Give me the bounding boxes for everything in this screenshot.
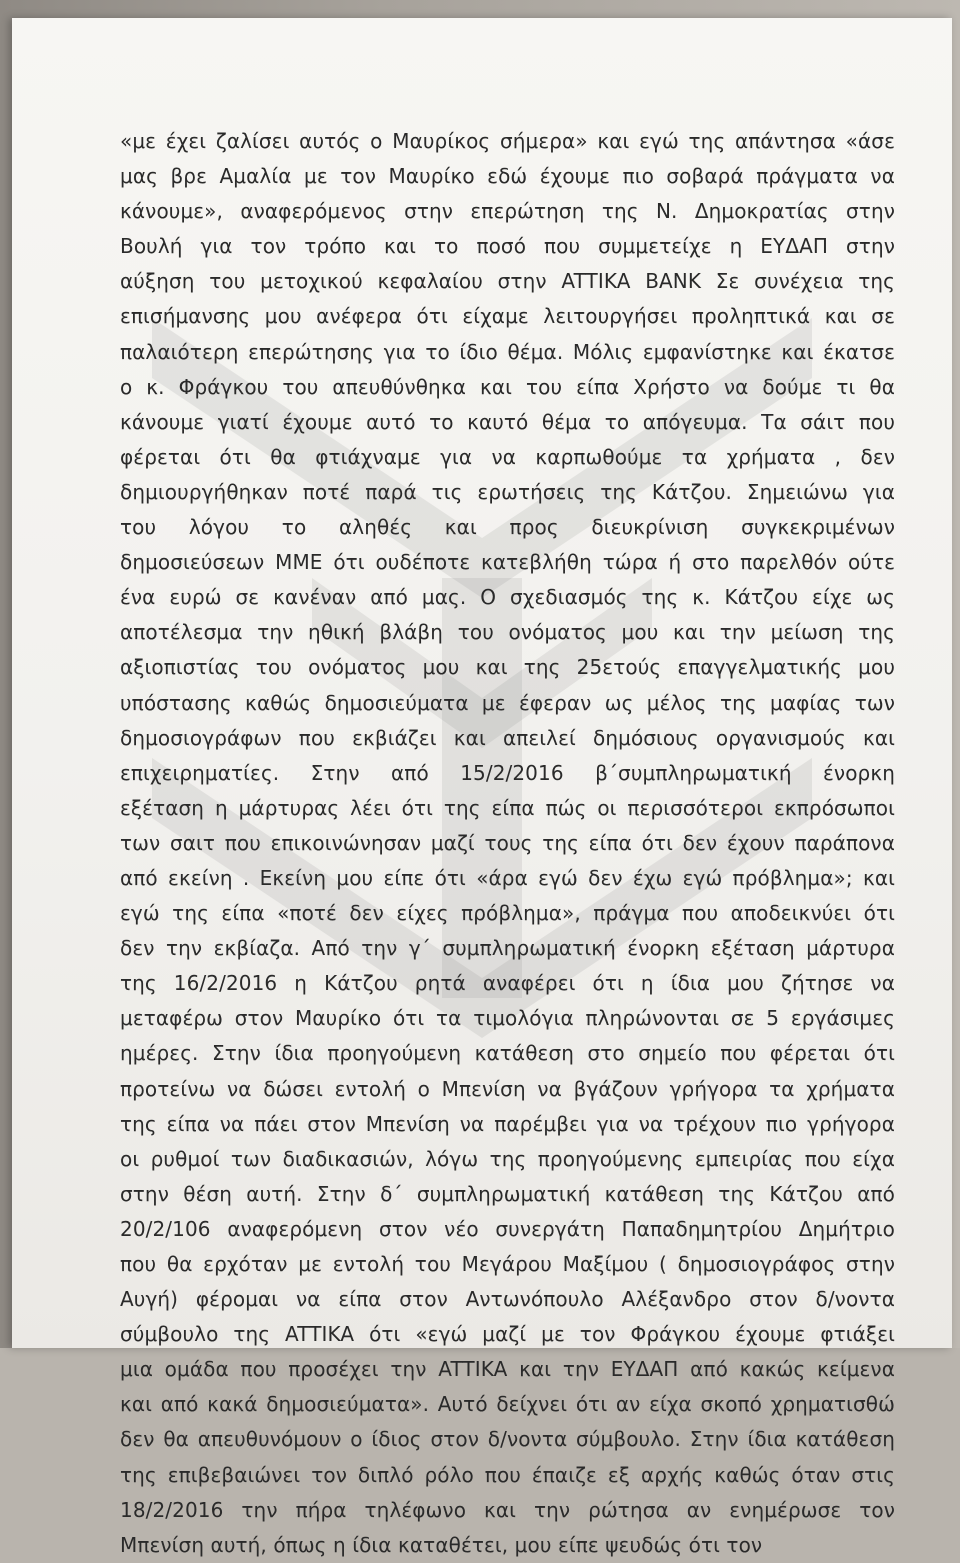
text-line: στην θέση αυτή. Στην δ΄ συμπληρωματική κατάθεση της Κάτζου από <box>120 1181 895 1206</box>
text-line: μια ομάδα που προσέχει την ATTIKA και την ΕΥΔΑΠ από κακώς κείμενα <box>120 1357 895 1382</box>
text-line: και από κακά δημοσιεύματα». Αυτό δείχνει ότι αν είχα σκοπό χρηματισθώ <box>120 1392 895 1417</box>
text-line: της επιβεβαιώνει τον διπλό ρόλο που έπαιζε εξ αρχής καθώς όταν στις <box>120 1462 895 1487</box>
text-line: ο κ. Φράγκου του απευθύνθηκα και του είπα Χρήστο να δούμε τι θα <box>120 374 895 399</box>
text-line: υπόστασης καθώς δημοσιεύματα με έφεραν ως μέλος της μαφίας των <box>120 690 895 715</box>
text-line: εγώ της είπα «ποτέ δεν είχες πρόβλημα», πράγμα που αποδεικνύει ότι <box>120 901 895 926</box>
text-line: 18/2/2016 την πήρα τηλέφωνο και την ρώτησα αν ενημέρωσε τον <box>120 1497 895 1522</box>
text-line: της είπα να πάει στον Μπενίση να παρέμβει για να τρέχουν πιο γρήγορα <box>120 1111 895 1136</box>
text-line: Βουλή για τον τρόπο και το ποσό που συμμετείχε η ΕΥΔΑΠ στην <box>120 234 895 259</box>
text-line: δεν την εκβίαζα. Από την γ΄ συμπληρωματική ένορκη εξέταση μάρτυρα <box>120 936 895 961</box>
paper-page <box>12 18 952 1557</box>
text-line: δημοσιογράφων που εκβιάζει και απειλεί δημόσιους οργανισμούς και <box>120 725 895 750</box>
text-line: της 16/2/2016 η Κάτζου ρητά αναφέρει ότι η ίδια μου ζήτησε να <box>120 971 895 996</box>
text-line: οι ρυθμοί των διαδικασιών, λόγω της προηγούμενης εμπειρίας που είχα <box>120 1146 895 1171</box>
text-line: ημέρες. Στην ίδια προηγούμενη κατάθεση στο σημείο που φέρεται ότι <box>120 1041 895 1066</box>
text-line: «με έχει ζαλίσει αυτός ο Μαυρίκος σήμερα» και εγώ της απάντησα «άσε <box>120 129 895 153</box>
text-line: δημοσιεύσεων ΜΜΕ ότι ουδέποτε κατεβλήθη τώρα ή στο παρελθόν ούτε <box>120 550 895 575</box>
document-body-text <box>120 124 895 1563</box>
text-line: αξιοπιστίας του ονόματος μου και της 25ετούς επαγγελματικής μου <box>120 655 895 680</box>
text-line: εξέταση η μάρτυρας λέει ότι της είπα πώς οι περισσότεροι εκπρόσωποι <box>120 795 895 820</box>
text-line: Αυγή) φέρομαι να είπα στον Αντωνόπουλο Αλέξανδρο στον δ/νοντα <box>120 1287 895 1312</box>
text-line: μεταφέρω στον Μαυρίκο ότι τα τιμολόγια πληρώνονται σε 5 εργάσιμες <box>120 1006 895 1031</box>
text-line: προτείνω να δώσει εντολή ο Μπενίση να βγάζουν γρήγορα τα χρήματα <box>120 1076 895 1101</box>
text-line: δεν θα απευθυνόμουν ο ίδιος στον δ/νοντα σύμβουλο. Στην ίδια κατάθεση <box>120 1427 895 1452</box>
text-line: αύξηση του μετοχικού κεφαλαίου στην ATTIKA BANK Σε συνέχεια της <box>120 269 895 294</box>
text-line: των σαιτ που επικοινώνησαν μαζί τους της είπα ότι δεν έχουν παράπονα <box>120 830 895 855</box>
text-line: επισήμανσης μου ανέφερα ότι είχαμε λειτουργήσει προληπτικά και σε <box>120 304 895 329</box>
text-line: Μπενίση αυτή, όπως η ίδια καταθέτει, μου είπε ψευδώς ότι τον <box>120 1532 763 1557</box>
text-line: που θα ερχόταν με εντολή του Μεγάρου Μαξίμου ( δημοσιογράφος στην <box>120 1252 895 1276</box>
text-line: κάνουμε», αναφερόμενος στην επερώτηση της Ν. Δημοκρατίας στην <box>120 199 895 224</box>
text-line: φέρεται ότι θα φτιάχναμε για να καρπωθούμε τα χρήματα , δεν <box>120 444 895 469</box>
text-line: επιχειρηματίες. Στην από 15/2/2016 β΄συμπληρωματική ένορκη <box>120 760 895 785</box>
text-line: σύμβουλο της ATTIKA ότι «εγώ μαζί με τον Φράγκου έχουμε φτιάξει <box>120 1322 895 1347</box>
text-line: δημιουργήθηκαν ποτέ παρά τις ερωτήσεις της Κάτζου. Σημειώνω για <box>120 479 895 504</box>
text-line: αποτέλεσμα την ηθική βλάβη του ονόματος μου και την μείωση της <box>120 620 895 645</box>
text-line: του λόγου το αληθές και προς διευκρίνιση συγκεκριμένων <box>120 515 895 540</box>
text-line: 20/2/106 αναφερόμενη στον νέο συνεργάτη Παπαδημητρίου Δημήτριο <box>120 1216 895 1241</box>
text-line: από εκείνη . Εκείνη μου είπε ότι «άρα εγώ δεν έχω εγώ πρόβλημα»; και <box>120 865 895 890</box>
text-line: κάνουμε γιατί έχουμε αυτό το καυτό θέμα το απόγευμα. Τα σάιτ που <box>120 409 895 434</box>
text-line: παλαιότερη επερώτησης για το ίδιο θέμα. Μόλις εμφανίστηκε και έκατσε <box>120 339 895 364</box>
text-line: μας βρε Αμαλία με τον Μαυρίκο εδώ έχουμε πιο σοβαρά πράγματα να <box>120 164 895 189</box>
text-line: ένα ευρώ σε κανέναν από μας. Ο σχεδιασμός της κ. Κάτζου είχε ως <box>120 585 895 610</box>
